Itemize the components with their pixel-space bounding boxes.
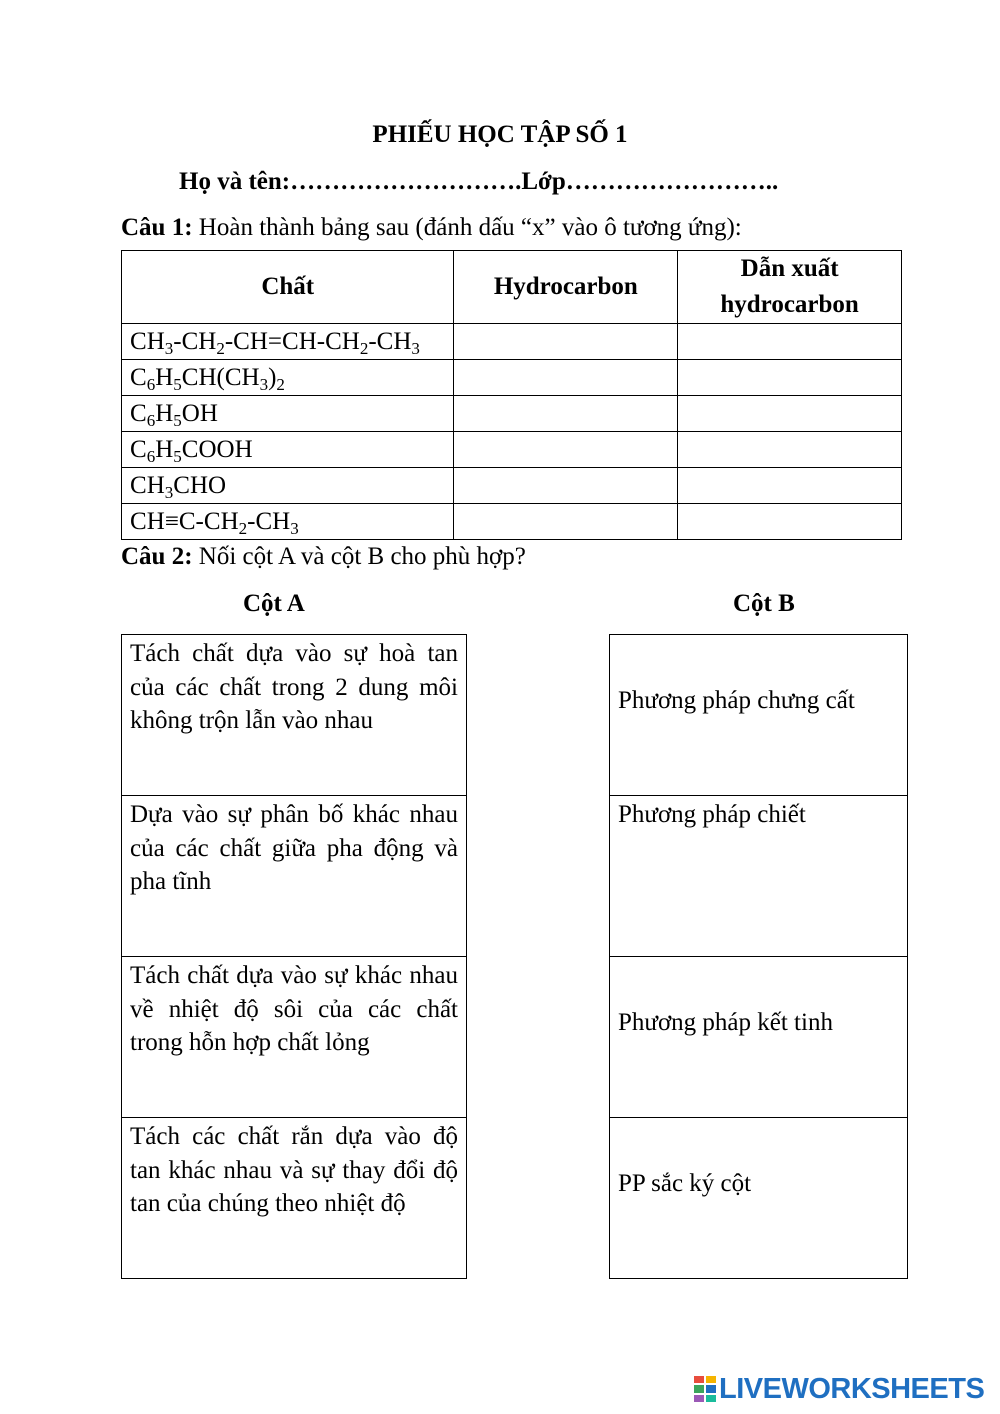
question-1	[121, 214, 742, 242]
question-2-label: Câu 2:	[121, 543, 193, 570]
table-row	[122, 360, 902, 396]
substance-formula: $C_6H_5OH$	[130, 399, 218, 430]
header-substance: Chất	[122, 251, 454, 324]
liveworksheets-icon	[694, 1376, 716, 1402]
column-b-item[interactable]	[609, 795, 908, 957]
column-a-item[interactable]: Dựa vào sự phân bố khác nhau của các chất giữa pha động và pha tĩnh	[121, 795, 467, 957]
column-b-heading: Cột B	[733, 590, 795, 617]
substance-formula: $CH\equiv C-CH_2-CH_3$	[130, 507, 299, 538]
table-row	[122, 432, 902, 468]
question-2-text: Nối cột A và cột B cho phù hợp?	[198, 543, 526, 570]
watermark-text: LIVEWORKSHEETS	[719, 1372, 985, 1405]
classification-table	[121, 250, 902, 540]
column-b-item-label: Phương pháp kết tinh	[618, 1009, 833, 1037]
table-header-row	[122, 251, 902, 324]
column-b-item-label: Phương pháp chưng cất	[618, 687, 855, 715]
column-b-item[interactable]	[609, 634, 908, 796]
hydrocarbon-answer-cell[interactable]	[454, 504, 678, 540]
question-2	[121, 543, 526, 571]
header-derivative: Dẫn xuất hydrocarbon	[678, 251, 902, 324]
column-b-item-label: PP sắc ký cột	[618, 1170, 752, 1198]
hydrocarbon-answer-cell[interactable]	[454, 396, 678, 432]
substance-cell	[122, 324, 454, 360]
column-b-item-label: Phương pháp chiết	[618, 801, 806, 828]
name-class-line: Họ và tên:……………………….Lớp……………………..	[179, 168, 779, 195]
derivative-answer-cell[interactable]	[678, 504, 902, 540]
table-row	[122, 324, 902, 360]
column-a-item[interactable]: Tách các chất rắn dựa vào độ tan khác nhau và sự thay đổi độ tan của chúng theo nhiệt độ	[121, 1117, 467, 1279]
substance-formula: $CH_3CHO$	[130, 471, 227, 502]
column-a-item[interactable]: Tách chất dựa vào sự khác nhau về nhiệt độ sôi của các chất trong hỗn hợp chất lỏng	[121, 956, 467, 1118]
substance-cell	[122, 360, 454, 396]
substance-cell	[122, 432, 454, 468]
table-row	[122, 396, 902, 432]
table-row	[122, 504, 902, 540]
substance-cell	[122, 504, 454, 540]
derivative-answer-cell[interactable]	[678, 432, 902, 468]
table-row	[122, 468, 902, 504]
substance-cell	[122, 468, 454, 504]
derivative-answer-cell[interactable]	[678, 324, 902, 360]
hydrocarbon-answer-cell[interactable]	[454, 468, 678, 504]
liveworksheets-logo	[694, 1373, 984, 1405]
column-a-item[interactable]: Tách chất dựa vào sự hoà tan của các chất trong 2 dung môi không trộn lẫn vào nhau	[121, 634, 467, 796]
substance-formula: $CH_3-CH_2-CH=CH-CH_2-CH_3$	[130, 327, 420, 358]
derivative-answer-cell[interactable]	[678, 396, 902, 432]
hydrocarbon-answer-cell[interactable]	[454, 360, 678, 396]
column-b-item[interactable]	[609, 956, 908, 1118]
question-1-text: Hoàn thành bảng sau (đánh dấu “x” vào ô tương ứng):	[198, 214, 742, 241]
page-title: PHIẾU HỌC TẬP SỐ 1	[372, 121, 628, 148]
derivative-answer-cell[interactable]	[678, 360, 902, 396]
question-1-label: Câu 1:	[121, 214, 193, 241]
derivative-answer-cell[interactable]	[678, 468, 902, 504]
substance-formula: $C_6H_5COOH$	[130, 435, 253, 466]
column-a-heading: Cột A	[243, 590, 305, 617]
hydrocarbon-answer-cell[interactable]	[454, 324, 678, 360]
column-b-item[interactable]	[609, 1117, 908, 1279]
substance-formula: $C_6H_5CH(CH_3)_2$	[130, 363, 285, 394]
header-hydrocarbon: Hydrocarbon	[454, 251, 678, 324]
hydrocarbon-answer-cell[interactable]	[454, 432, 678, 468]
substance-cell	[122, 396, 454, 432]
